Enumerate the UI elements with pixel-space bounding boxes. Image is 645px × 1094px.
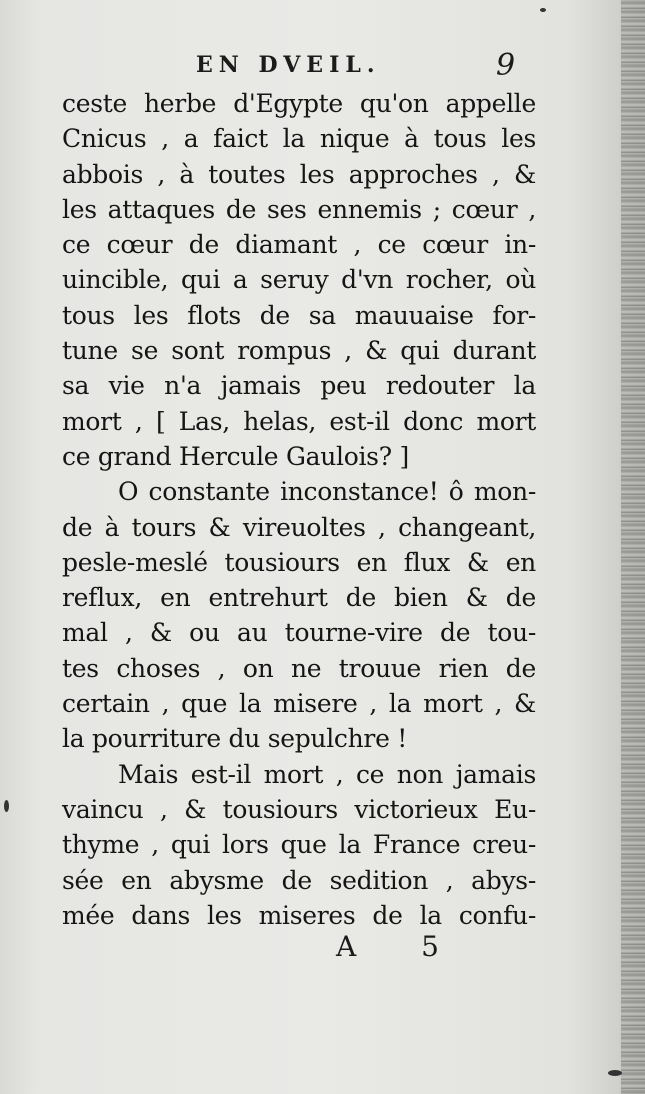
text-line: tune se sont rompus , & qui durant (62, 336, 536, 366)
text-line: tous les flots de sa mauuaise for- (62, 300, 536, 330)
text-line: certain , que la misere , la mort , & (62, 689, 536, 719)
signature-mark: A 5 (336, 930, 467, 963)
ink-speck (608, 1070, 622, 1076)
ink-speck (4, 800, 9, 812)
text-line: thyme , qui lors que la France creu- (62, 830, 536, 860)
text-line: mal , & ou au tourne-vire de tou- (62, 618, 536, 648)
ink-speck (540, 8, 546, 12)
text-line: de à tours & vireuoltes , changeant, (62, 512, 536, 542)
text-line: uincible, qui a seruy d'vn rocher, où (62, 265, 536, 295)
text-line: mée dans les miseres de la confu- (62, 900, 536, 930)
paragraph-start-line: O constante inconstance! ô mon- (118, 477, 536, 507)
page-edge (621, 0, 645, 1094)
text-line: pesle-meslé tousiours en flux & en (62, 547, 536, 577)
text-line: tes choses , on ne trouue rien de (62, 653, 536, 683)
text-line: sée en abysme de sedition , abys- (62, 865, 536, 895)
page-header (0, 48, 645, 88)
paragraph-start-line: Mais est-il mort , ce non jamais (118, 759, 536, 789)
text-line: vaincu , & tousiours victorieux Eu- (62, 794, 536, 824)
text-line: reflux, en entrehurt de bien & de (62, 583, 536, 613)
page-number: 9 (496, 48, 516, 83)
text-line: Cnicus , a faict la nique à tous les (62, 124, 536, 154)
running-head: EN DVEIL. (196, 52, 381, 78)
text-line: ceste herbe d'Egypte qu'on appelle (62, 89, 536, 118)
text-line: abbois , à toutes les approches , & (62, 159, 536, 189)
text-line: mort , [ Las, helas, est-il donc mort (62, 406, 536, 436)
text-line: ce grand Hercule Gaulois? ] (62, 441, 409, 471)
text-line: la pourriture du sepulchre ! (62, 724, 407, 754)
text-line: sa vie n'a jamais peu redouter la (62, 371, 536, 401)
body-text (62, 86, 536, 933)
text-line: ce cœur de diamant , ce cœur in- (62, 230, 536, 260)
text-line: les attaques de ses ennemis ; cœur , (62, 194, 536, 224)
